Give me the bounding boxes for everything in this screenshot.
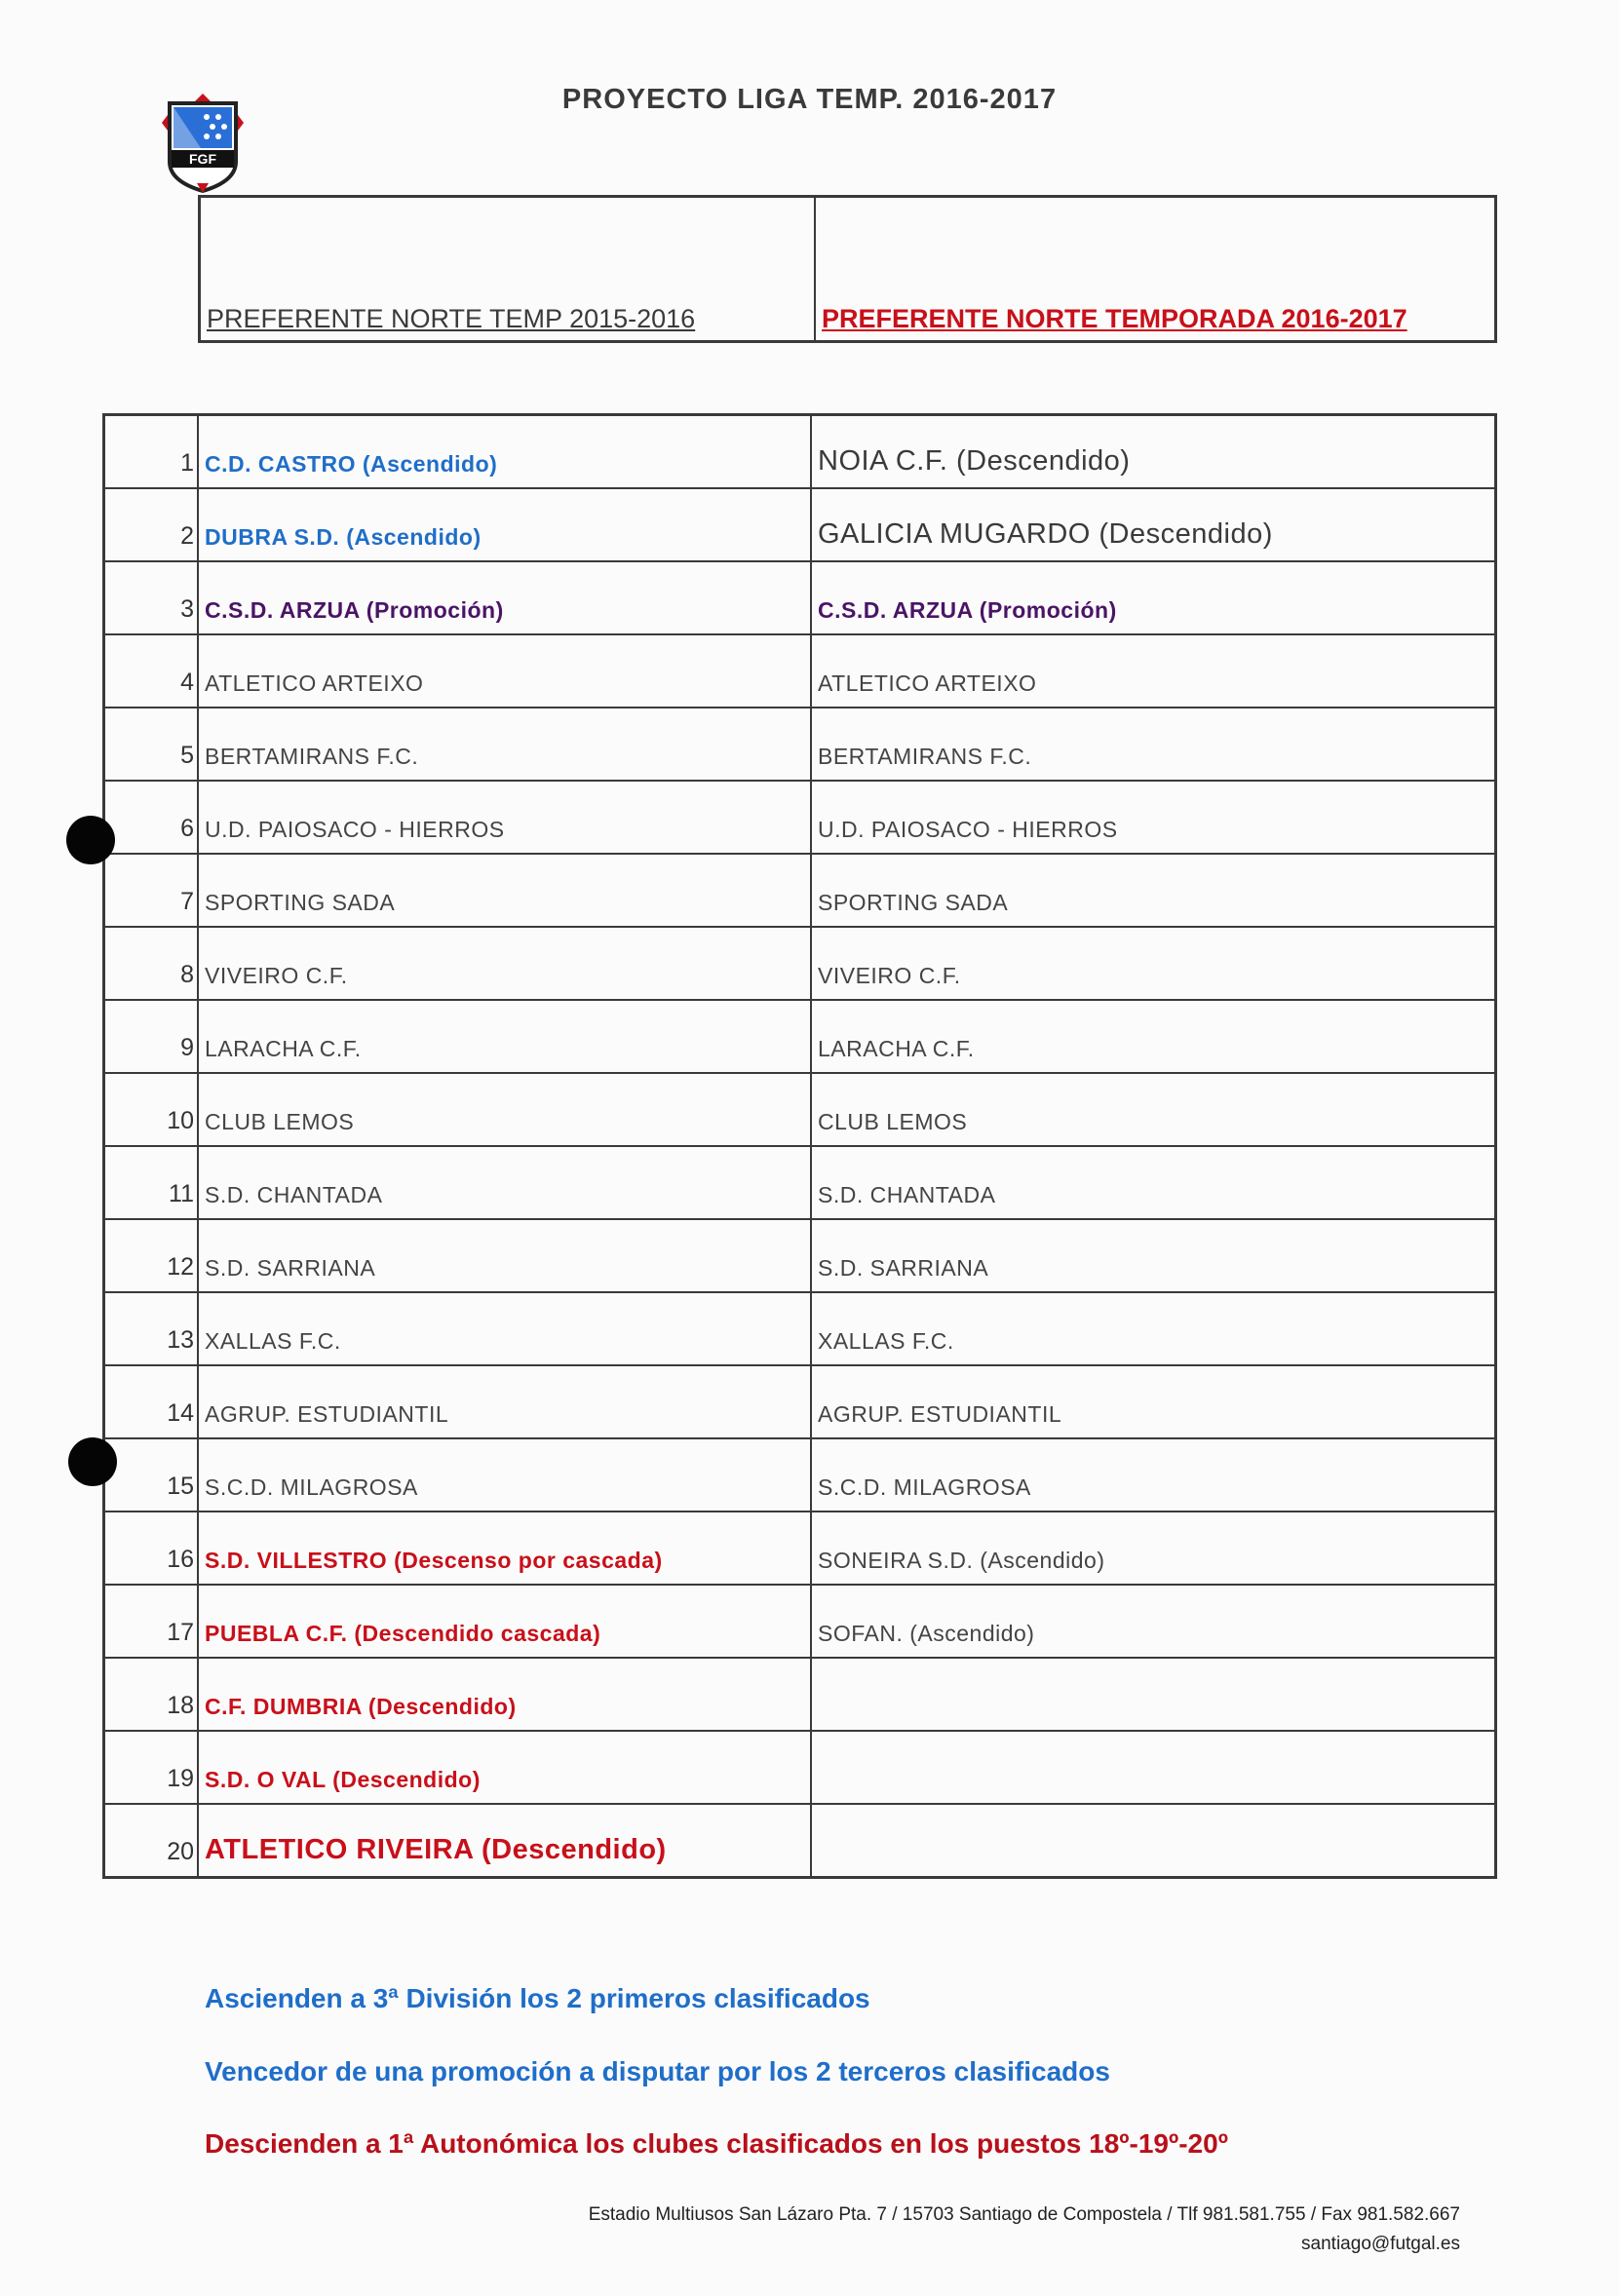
team-2015-2016: C.F. DUMBRIA (Descendido) (199, 1659, 812, 1730)
team-2015-2016: VIVEIRO C.F. (199, 928, 812, 999)
table-row (105, 708, 1494, 782)
header-previous-season: PREFERENTE NORTE TEMP 2015-2016 (207, 304, 696, 333)
position-number: 10 (105, 1074, 199, 1145)
position-number: 9 (105, 1001, 199, 1072)
header-cell-previous (201, 198, 816, 340)
position-number: 1 (105, 416, 199, 487)
team-2015-2016: CLUB LEMOS (199, 1074, 812, 1145)
team-2016-2017: NOIA C.F. (Descendido) (818, 445, 1131, 477)
position-number: 17 (105, 1586, 199, 1657)
team-2015-2016: AGRUP. ESTUDIANTIL (199, 1366, 812, 1437)
team-2016-2017: SPORTING SADA (818, 890, 1009, 915)
position-number: 3 (105, 562, 199, 633)
footer-address: Estadio Multiusos San Lázaro Pta. 7 / 15703 Santiago de Compostela / Tlf 981.581.755 / Fax 981.582.667 (588, 2204, 1460, 2225)
team-2015-2016: ATLETICO RIVEIRA (Descendido) (199, 1805, 812, 1876)
position-number: 8 (105, 928, 199, 999)
team-2016-2017: CLUB LEMOS (818, 1109, 968, 1134)
position-number: 19 (105, 1732, 199, 1803)
note-playoff: Vencedor de una promoción a disputar por los 2 terceros clasificados (205, 2056, 1110, 2086)
team-2016-2017: SONEIRA S.D. (Ascendido) (818, 1548, 1105, 1573)
table-row (105, 782, 1494, 855)
position-number: 12 (105, 1220, 199, 1291)
team-2016-2017 (812, 1659, 1494, 1730)
team-2015-2016: C.S.D. ARZUA (Promoción) (199, 562, 812, 633)
position-number: 11 (105, 1147, 199, 1218)
team-2016-2017: XALLAS F.C. (818, 1328, 954, 1354)
page-title: PROYECTO LIGA TEMP. 2016-2017 (561, 84, 1058, 115)
season-header (198, 195, 1497, 343)
table-row (105, 928, 1494, 1001)
team-2015-2016: LARACHA C.F. (199, 1001, 812, 1072)
team-2015-2016: SPORTING SADA (199, 855, 812, 926)
position-number: 18 (105, 1659, 199, 1730)
team-2016-2017: LARACHA C.F. (818, 1036, 975, 1061)
position-number: 6 (105, 782, 199, 853)
punch-hole (66, 816, 115, 864)
table-row (105, 1293, 1494, 1366)
team-2015-2016: C.D. CASTRO (Ascendido) (199, 416, 812, 487)
standings-table (102, 413, 1497, 1879)
table-row (105, 1001, 1494, 1074)
table-row (105, 1659, 1494, 1732)
team-2015-2016: S.D. CHANTADA (199, 1147, 812, 1218)
team-2016-2017: GALICIA MUGARDO (Descendido) (818, 518, 1273, 550)
position-number: 7 (105, 855, 199, 926)
header-cell-next (816, 198, 1494, 340)
note-promotion: Ascienden a 3ª División los 2 primeros clasificados (205, 1983, 870, 2013)
position-number: 4 (105, 635, 199, 707)
team-2016-2017: VIVEIRO C.F. (818, 963, 961, 988)
team-2015-2016: U.D. PAIOSACO - HIERROS (199, 782, 812, 853)
team-2016-2017: C.S.D. ARZUA (Promoción) (818, 597, 1117, 623)
team-2015-2016: DUBRA S.D. (Ascendido) (199, 489, 812, 560)
table-row (105, 855, 1494, 928)
position-number: 2 (105, 489, 199, 560)
team-2016-2017: BERTAMIRANS F.C. (818, 744, 1032, 769)
footer-email: santiago@futgal.es (1301, 2234, 1460, 2254)
table-row (105, 416, 1494, 489)
team-2016-2017: SOFAN. (Ascendido) (818, 1621, 1035, 1646)
table-row (105, 1220, 1494, 1293)
table-row (105, 1512, 1494, 1586)
table-row (105, 1586, 1494, 1659)
table-row (105, 562, 1494, 635)
position-number: 15 (105, 1439, 199, 1511)
team-2015-2016: S.D. O VAL (Descendido) (199, 1732, 812, 1803)
team-2016-2017: ATLETICO ARTEIXO (818, 670, 1037, 696)
team-2015-2016: S.D. SARRIANA (199, 1220, 812, 1291)
position-number: 13 (105, 1293, 199, 1364)
team-2015-2016: XALLAS F.C. (199, 1293, 812, 1364)
table-row (105, 489, 1494, 562)
header-next-season: PREFERENTE NORTE TEMPORADA 2016-2017 (822, 304, 1407, 333)
team-2016-2017: S.D. SARRIANA (818, 1255, 989, 1281)
team-2015-2016: PUEBLA C.F. (Descendido cascada) (199, 1586, 812, 1657)
position-number: 14 (105, 1366, 199, 1437)
punch-hole (68, 1437, 117, 1486)
team-2015-2016: ATLETICO ARTEIXO (199, 635, 812, 707)
table-row (105, 1805, 1494, 1876)
table-row (105, 1074, 1494, 1147)
team-2016-2017: U.D. PAIOSACO - HIERROS (818, 817, 1118, 842)
team-2015-2016: S.D. VILLESTRO (Descenso por cascada) (199, 1512, 812, 1584)
team-2016-2017 (812, 1732, 1494, 1803)
table-row (105, 1366, 1494, 1439)
note-relegation: Descienden a 1ª Autonómica los clubes clasificados en los puestos 18º-19º-20º (205, 2128, 1228, 2159)
team-2015-2016: S.C.D. MILAGROSA (199, 1439, 812, 1511)
svg-text:FGF: FGF (189, 151, 216, 167)
team-2016-2017: AGRUP. ESTUDIANTIL (818, 1401, 1062, 1427)
table-row (105, 635, 1494, 708)
position-number: 5 (105, 708, 199, 780)
position-number: 20 (105, 1805, 199, 1876)
team-2015-2016: BERTAMIRANS F.C. (199, 708, 812, 780)
table-row (105, 1147, 1494, 1220)
position-number: 16 (105, 1512, 199, 1584)
team-2016-2017: S.D. CHANTADA (818, 1182, 996, 1207)
team-2016-2017: S.C.D. MILAGROSA (818, 1474, 1031, 1500)
table-row (105, 1732, 1494, 1805)
table-row (105, 1439, 1494, 1512)
team-2016-2017 (812, 1805, 1494, 1876)
